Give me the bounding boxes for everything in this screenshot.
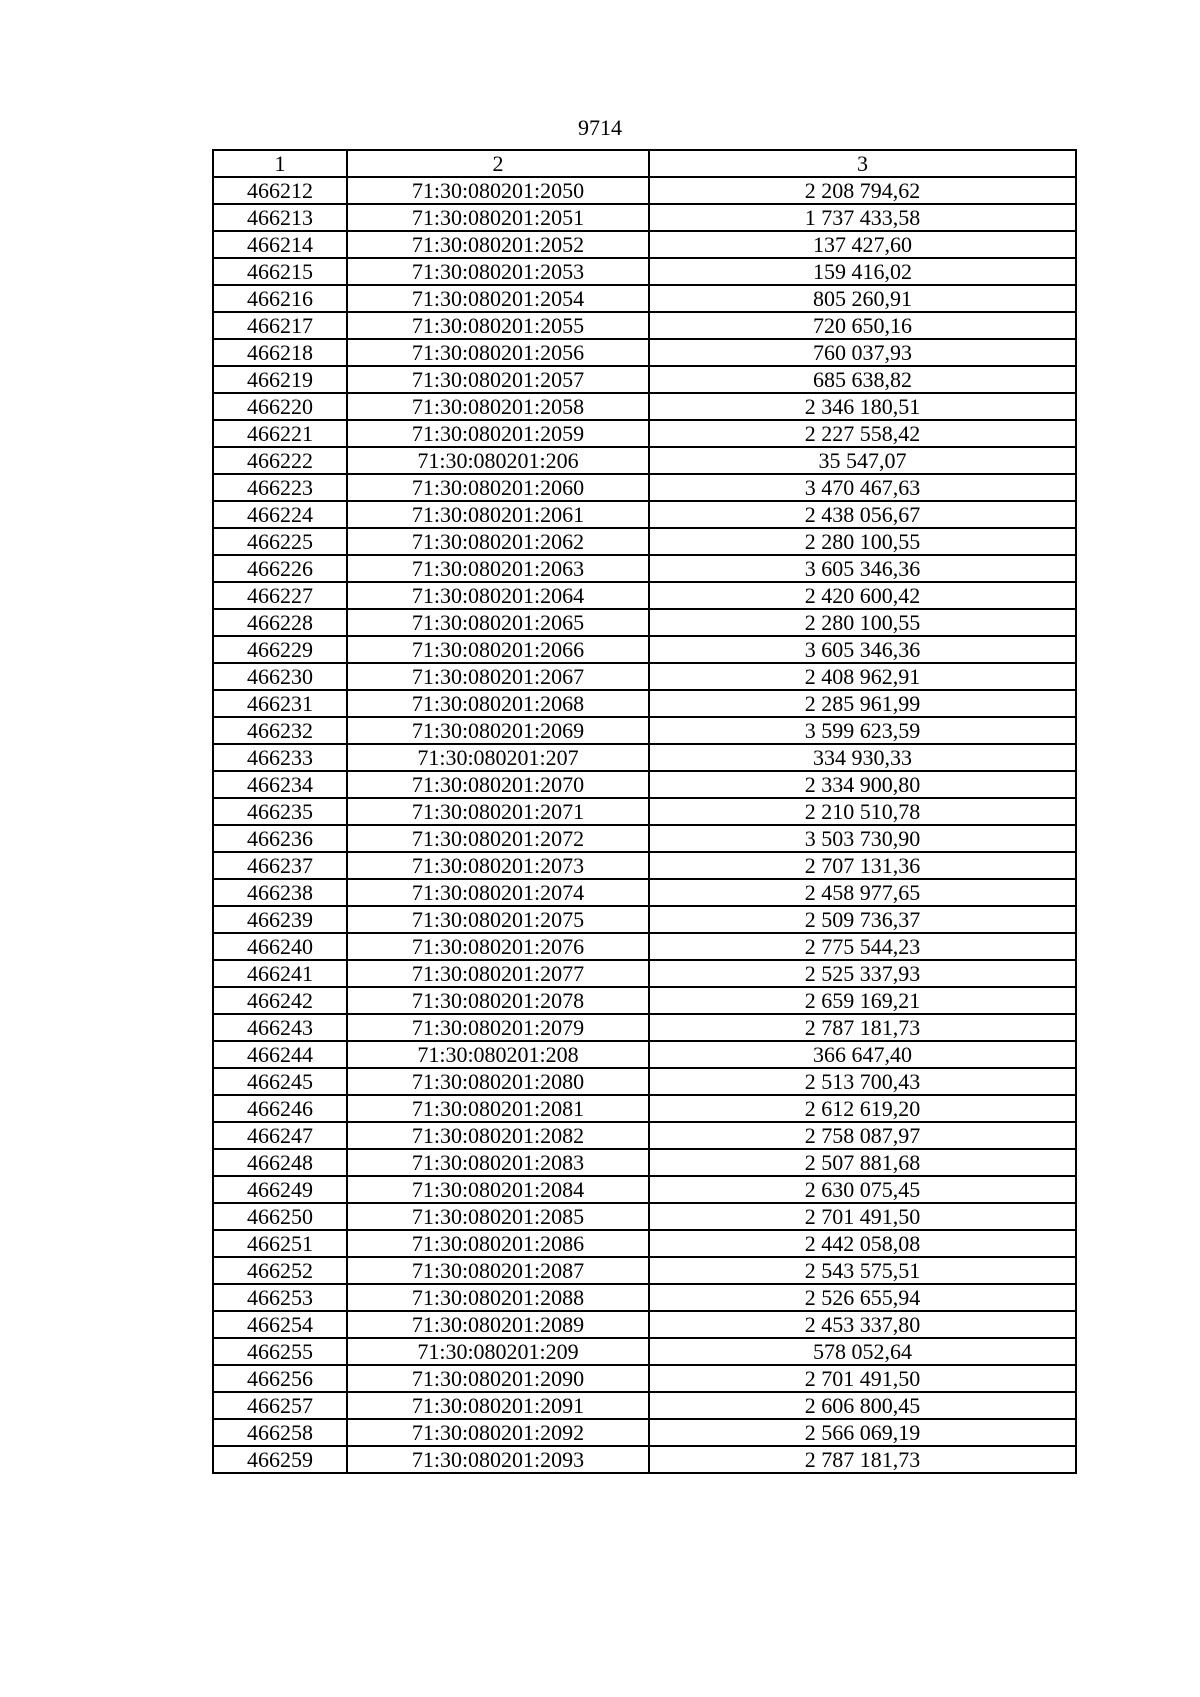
table-row — [213, 474, 1076, 501]
row-number-cell: 466247 — [213, 1122, 347, 1149]
table-body — [213, 177, 1076, 1473]
row-number-cell: 466228 — [213, 609, 347, 636]
cadastral-number-cell: 71:30:080201:2091 — [347, 1392, 649, 1419]
value-cell: 805 260,91 — [649, 285, 1076, 312]
cadastral-number-cell: 71:30:080201:2069 — [347, 717, 649, 744]
table-row — [213, 1365, 1076, 1392]
table-header — [213, 150, 1076, 177]
table-row — [213, 1041, 1076, 1068]
page-number: 9714 — [578, 115, 622, 140]
cadastral-number-cell: 71:30:080201:2064 — [347, 582, 649, 609]
cadastral-number-cell: 71:30:080201:2062 — [347, 528, 649, 555]
value-cell: 2 408 962,91 — [649, 663, 1076, 690]
cadastral-number-cell: 71:30:080201:2078 — [347, 987, 649, 1014]
value-cell: 760 037,93 — [649, 339, 1076, 366]
cadastral-number-cell: 71:30:080201:2077 — [347, 960, 649, 987]
value-cell: 2 280 100,55 — [649, 528, 1076, 555]
table-row — [213, 987, 1076, 1014]
cadastral-number-cell: 71:30:080201:2051 — [347, 204, 649, 231]
table-row — [213, 1446, 1076, 1473]
row-number-cell: 466242 — [213, 987, 347, 1014]
value-cell: 2 346 180,51 — [649, 393, 1076, 420]
table-row — [213, 285, 1076, 312]
row-number-cell: 466224 — [213, 501, 347, 528]
row-number-cell: 466257 — [213, 1392, 347, 1419]
value-cell: 2 566 069,19 — [649, 1419, 1076, 1446]
table-row — [213, 339, 1076, 366]
row-number-cell: 466248 — [213, 1149, 347, 1176]
table-row — [213, 393, 1076, 420]
value-cell: 2 438 056,67 — [649, 501, 1076, 528]
cadastral-number-cell: 71:30:080201:2086 — [347, 1230, 649, 1257]
cadastral-number-cell: 71:30:080201:2074 — [347, 879, 649, 906]
table-row — [213, 690, 1076, 717]
table-row — [213, 1122, 1076, 1149]
value-cell: 2 208 794,62 — [649, 177, 1076, 204]
cadastral-number-cell: 71:30:080201:2089 — [347, 1311, 649, 1338]
value-cell: 2 509 736,37 — [649, 906, 1076, 933]
row-number-cell: 466227 — [213, 582, 347, 609]
cadastral-number-cell: 71:30:080201:209 — [347, 1338, 649, 1365]
cadastral-number-cell: 71:30:080201:207 — [347, 744, 649, 771]
cadastral-number-cell: 71:30:080201:2050 — [347, 177, 649, 204]
row-number-cell: 466249 — [213, 1176, 347, 1203]
table-row — [213, 447, 1076, 474]
table-row — [213, 609, 1076, 636]
row-number-cell: 466232 — [213, 717, 347, 744]
row-number-cell: 466222 — [213, 447, 347, 474]
value-cell: 2 758 087,97 — [649, 1122, 1076, 1149]
cadastral-number-cell: 71:30:080201:2059 — [347, 420, 649, 447]
row-number-cell: 466241 — [213, 960, 347, 987]
value-cell: 35 547,07 — [649, 447, 1076, 474]
cadastral-number-cell: 71:30:080201:2071 — [347, 798, 649, 825]
table-row — [213, 582, 1076, 609]
cadastral-number-cell: 71:30:080201:2073 — [347, 852, 649, 879]
value-cell: 2 525 337,93 — [649, 960, 1076, 987]
value-cell: 2 606 800,45 — [649, 1392, 1076, 1419]
row-number-cell: 466254 — [213, 1311, 347, 1338]
table-row — [213, 420, 1076, 447]
value-cell: 334 930,33 — [649, 744, 1076, 771]
row-number-cell: 466238 — [213, 879, 347, 906]
cadastral-number-cell: 71:30:080201:2057 — [347, 366, 649, 393]
value-cell: 3 599 623,59 — [649, 717, 1076, 744]
table-row — [213, 1338, 1076, 1365]
value-cell: 2 630 075,45 — [649, 1176, 1076, 1203]
row-number-cell: 466221 — [213, 420, 347, 447]
table-row — [213, 366, 1076, 393]
row-number-cell: 466214 — [213, 231, 347, 258]
cadastral-number-cell: 71:30:080201:2058 — [347, 393, 649, 420]
table-row — [213, 852, 1076, 879]
cadastral-number-cell: 71:30:080201:2066 — [347, 636, 649, 663]
table-row — [213, 1230, 1076, 1257]
row-number-cell: 466240 — [213, 933, 347, 960]
cadastral-number-cell: 71:30:080201:2088 — [347, 1284, 649, 1311]
registry-table — [212, 149, 1077, 1474]
row-number-cell: 466245 — [213, 1068, 347, 1095]
row-number-cell: 466237 — [213, 852, 347, 879]
value-cell: 685 638,82 — [649, 366, 1076, 393]
row-number-cell: 466259 — [213, 1446, 347, 1473]
table-row — [213, 1311, 1076, 1338]
table-row — [213, 312, 1076, 339]
row-number-cell: 466212 — [213, 177, 347, 204]
value-cell: 137 427,60 — [649, 231, 1076, 258]
row-number-cell: 466217 — [213, 312, 347, 339]
row-number-cell: 466252 — [213, 1257, 347, 1284]
row-number-cell: 466234 — [213, 771, 347, 798]
table-row — [213, 501, 1076, 528]
cadastral-number-cell: 71:30:080201:2063 — [347, 555, 649, 582]
row-number-cell: 466218 — [213, 339, 347, 366]
cadastral-number-cell: 71:30:080201:2092 — [347, 1419, 649, 1446]
table-row — [213, 825, 1076, 852]
cadastral-number-cell: 71:30:080201:2079 — [347, 1014, 649, 1041]
header-row — [213, 150, 1076, 177]
row-number-cell: 466215 — [213, 258, 347, 285]
cadastral-number-cell: 71:30:080201:2055 — [347, 312, 649, 339]
cadastral-number-cell: 71:30:080201:2082 — [347, 1122, 649, 1149]
value-cell: 159 416,02 — [649, 258, 1076, 285]
cadastral-number-cell: 71:30:080201:2084 — [347, 1176, 649, 1203]
value-cell: 578 052,64 — [649, 1338, 1076, 1365]
row-number-cell: 466231 — [213, 690, 347, 717]
cadastral-number-cell: 71:30:080201:2067 — [347, 663, 649, 690]
table-row — [213, 1257, 1076, 1284]
row-number-cell: 466229 — [213, 636, 347, 663]
table-row — [213, 960, 1076, 987]
table-row — [213, 177, 1076, 204]
cadastral-number-cell: 71:30:080201:2053 — [347, 258, 649, 285]
table-row — [213, 1392, 1076, 1419]
table-row — [213, 1419, 1076, 1446]
table-row — [213, 555, 1076, 582]
value-cell: 2 787 181,73 — [649, 1014, 1076, 1041]
cadastral-number-cell: 71:30:080201:208 — [347, 1041, 649, 1068]
row-number-cell: 466230 — [213, 663, 347, 690]
cadastral-number-cell: 71:30:080201:2054 — [347, 285, 649, 312]
table-row — [213, 1095, 1076, 1122]
table-row — [213, 204, 1076, 231]
value-cell: 2 227 558,42 — [649, 420, 1076, 447]
row-number-cell: 466216 — [213, 285, 347, 312]
cadastral-number-cell: 71:30:080201:2087 — [347, 1257, 649, 1284]
table-row — [213, 933, 1076, 960]
cadastral-number-cell: 71:30:080201:2083 — [347, 1149, 649, 1176]
table-row — [213, 1284, 1076, 1311]
value-cell: 1 737 433,58 — [649, 204, 1076, 231]
row-number-cell: 466250 — [213, 1203, 347, 1230]
cadastral-number-cell: 71:30:080201:2076 — [347, 933, 649, 960]
table-row — [213, 717, 1076, 744]
row-number-cell: 466226 — [213, 555, 347, 582]
cadastral-number-cell: 71:30:080201:2080 — [347, 1068, 649, 1095]
value-cell: 2 453 337,80 — [649, 1311, 1076, 1338]
cadastral-number-cell: 71:30:080201:2075 — [347, 906, 649, 933]
cadastral-number-cell: 71:30:080201:2052 — [347, 231, 649, 258]
row-number-cell: 466223 — [213, 474, 347, 501]
value-cell: 2 285 961,99 — [649, 690, 1076, 717]
value-cell: 2 420 600,42 — [649, 582, 1076, 609]
value-cell: 3 605 346,36 — [649, 636, 1076, 663]
row-number-cell: 466255 — [213, 1338, 347, 1365]
table-row — [213, 906, 1076, 933]
value-cell: 2 526 655,94 — [649, 1284, 1076, 1311]
cadastral-number-cell: 71:30:080201:2068 — [347, 690, 649, 717]
value-cell: 2 458 977,65 — [649, 879, 1076, 906]
value-cell: 2 612 619,20 — [649, 1095, 1076, 1122]
value-cell: 2 787 181,73 — [649, 1446, 1076, 1473]
cadastral-number-cell: 71:30:080201:2090 — [347, 1365, 649, 1392]
row-number-cell: 466256 — [213, 1365, 347, 1392]
cadastral-number-cell: 71:30:080201:2085 — [347, 1203, 649, 1230]
value-cell: 366 647,40 — [649, 1041, 1076, 1068]
column-header-value: 3 — [649, 150, 1076, 177]
value-cell: 2 507 881,68 — [649, 1149, 1076, 1176]
value-cell: 2 701 491,50 — [649, 1365, 1076, 1392]
row-number-cell: 466239 — [213, 906, 347, 933]
table-row — [213, 231, 1076, 258]
cadastral-number-cell: 71:30:080201:2093 — [347, 1446, 649, 1473]
cadastral-number-cell: 71:30:080201:2061 — [347, 501, 649, 528]
row-number-cell: 466235 — [213, 798, 347, 825]
cadastral-number-cell: 71:30:080201:2070 — [347, 771, 649, 798]
table-row — [213, 879, 1076, 906]
cadastral-number-cell: 71:30:080201:2056 — [347, 339, 649, 366]
table-row — [213, 1014, 1076, 1041]
value-cell: 2 701 491,50 — [649, 1203, 1076, 1230]
value-cell: 2 210 510,78 — [649, 798, 1076, 825]
row-number-cell: 466244 — [213, 1041, 347, 1068]
value-cell: 3 605 346,36 — [649, 555, 1076, 582]
row-number-cell: 466220 — [213, 393, 347, 420]
cadastral-number-cell: 71:30:080201:206 — [347, 447, 649, 474]
cadastral-number-cell: 71:30:080201:2060 — [347, 474, 649, 501]
column-header-cadastral-number: 2 — [347, 150, 649, 177]
value-cell: 2 280 100,55 — [649, 609, 1076, 636]
table-row — [213, 1149, 1076, 1176]
column-header-number: 1 — [213, 150, 347, 177]
value-cell: 2 543 575,51 — [649, 1257, 1076, 1284]
value-cell: 2 334 900,80 — [649, 771, 1076, 798]
row-number-cell: 466243 — [213, 1014, 347, 1041]
cadastral-number-cell: 71:30:080201:2065 — [347, 609, 649, 636]
row-number-cell: 466251 — [213, 1230, 347, 1257]
row-number-cell: 466219 — [213, 366, 347, 393]
table-row — [213, 1068, 1076, 1095]
row-number-cell: 466258 — [213, 1419, 347, 1446]
table-row — [213, 1176, 1076, 1203]
value-cell: 2 513 700,43 — [649, 1068, 1076, 1095]
value-cell: 2 442 058,08 — [649, 1230, 1076, 1257]
row-number-cell: 466213 — [213, 204, 347, 231]
cadastral-number-cell: 71:30:080201:2081 — [347, 1095, 649, 1122]
value-cell: 2 659 169,21 — [649, 987, 1076, 1014]
table-row — [213, 771, 1076, 798]
row-number-cell: 466236 — [213, 825, 347, 852]
table-row — [213, 744, 1076, 771]
table-row — [213, 1203, 1076, 1230]
table-row — [213, 663, 1076, 690]
row-number-cell: 466225 — [213, 528, 347, 555]
table-row — [213, 798, 1076, 825]
value-cell: 2 707 131,36 — [649, 852, 1076, 879]
table-row — [213, 258, 1076, 285]
value-cell: 3 470 467,63 — [649, 474, 1076, 501]
value-cell: 2 775 544,23 — [649, 933, 1076, 960]
cadastral-number-cell: 71:30:080201:2072 — [347, 825, 649, 852]
row-number-cell: 466246 — [213, 1095, 347, 1122]
value-cell: 3 503 730,90 — [649, 825, 1076, 852]
row-number-cell: 466253 — [213, 1284, 347, 1311]
table-row — [213, 636, 1076, 663]
row-number-cell: 466233 — [213, 744, 347, 771]
table-row — [213, 528, 1076, 555]
value-cell: 720 650,16 — [649, 312, 1076, 339]
